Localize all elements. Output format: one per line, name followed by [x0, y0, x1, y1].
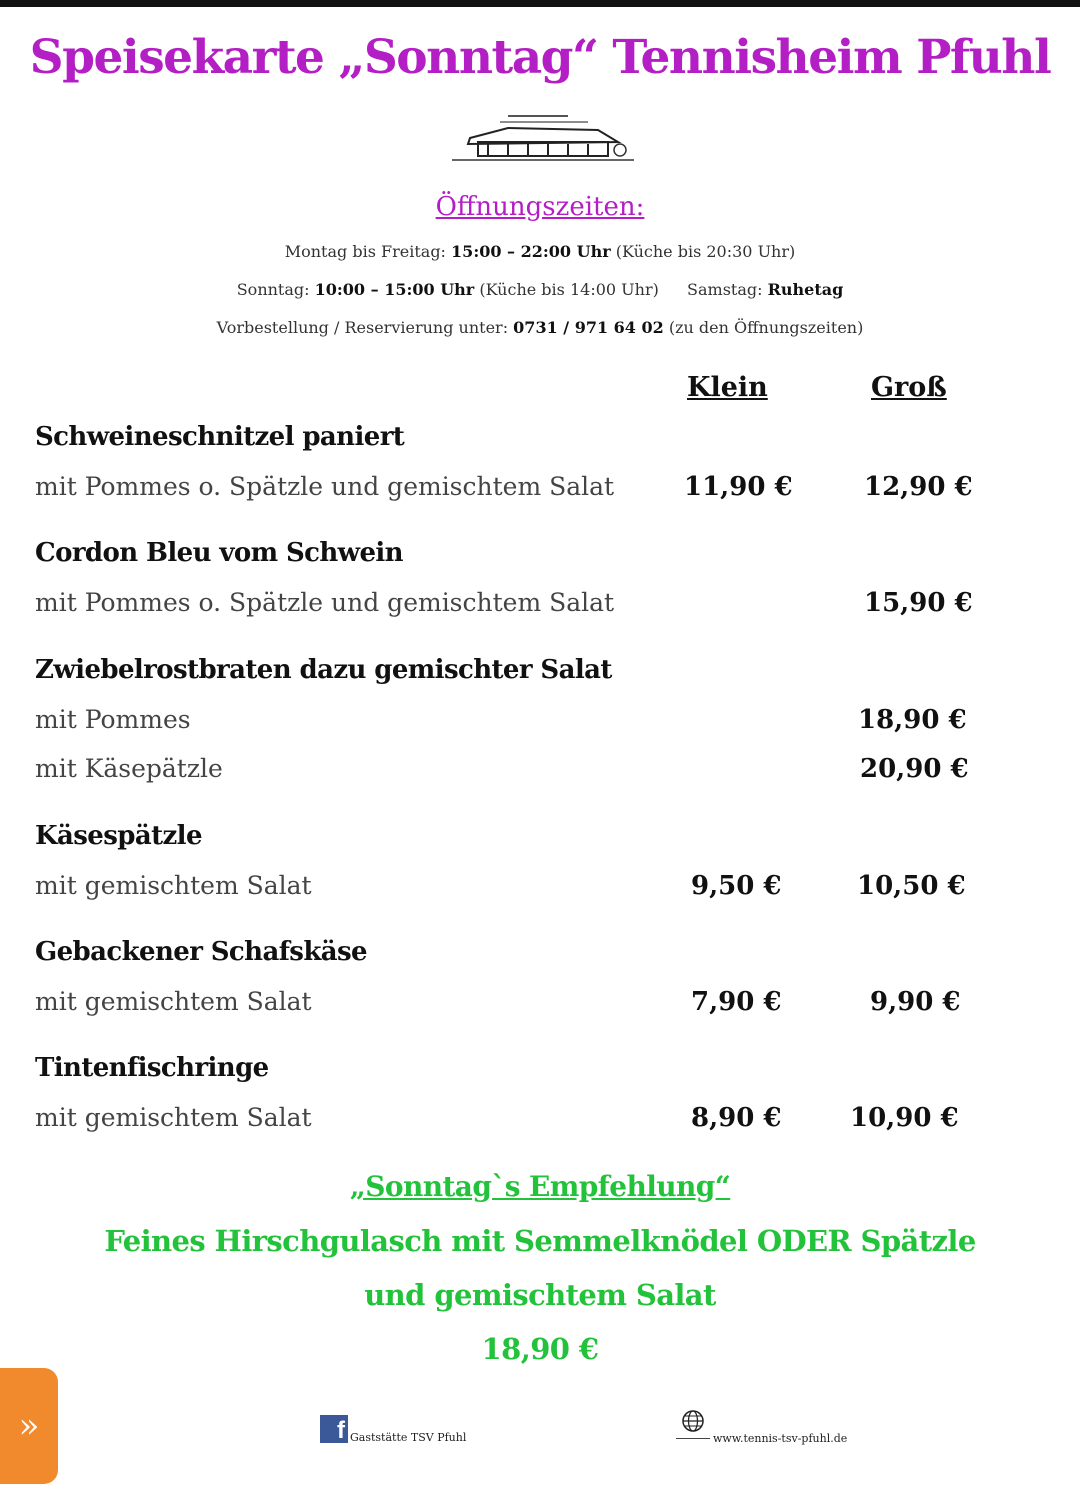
clubhouse-logo — [448, 108, 638, 170]
footer-divider — [676, 1438, 710, 1439]
opening-hours-heading: Öffnungszeiten: — [435, 192, 645, 222]
expand-side-button[interactable] — [0, 1368, 58, 1484]
dish-name: Gebackener Schafskäse — [35, 937, 367, 967]
reservation-phone: 0731 / 971 64 02 — [513, 318, 664, 337]
reservation-label: Vorbestellung / Reservierung unter: — [216, 318, 509, 337]
sunday-label: Sonntag: — [236, 280, 310, 299]
price-large: 10,90 € — [850, 1103, 959, 1133]
dish-side: mit Pommes o. Spätzle und gemischtem Salat — [35, 472, 615, 501]
weekday-label: Montag bis Freitag: — [284, 242, 446, 261]
recommendation-side: und gemischtem Salat — [364, 1278, 716, 1312]
double-chevron-right-icon: » — [18, 1406, 40, 1446]
recommendation-dish: Feines Hirschgulasch mit Semmelknödel ODER Spätzle — [104, 1224, 976, 1258]
dish-side: mit Käsepätzle — [35, 754, 223, 783]
weekday-hours-line — [0, 242, 1080, 261]
price-large: 20,90 € — [860, 754, 969, 784]
price-large: 18,90 € — [858, 705, 967, 735]
dish-side: mit Pommes — [35, 705, 191, 734]
dish-name: Zwiebelrostbraten dazu gemischter Salat — [35, 655, 612, 685]
price-large: 12,90 € — [864, 472, 973, 502]
sunday-hours: 10:00 – 15:00 Uhr — [314, 280, 475, 299]
dish-name: Schweineschnitzel paniert — [35, 422, 405, 452]
price-small: 9,50 € — [691, 871, 782, 901]
price-small: 7,90 € — [691, 987, 782, 1017]
globe-icon[interactable] — [680, 1408, 706, 1434]
saturday-value: Ruhetag — [767, 280, 844, 299]
price-large: 9,90 € — [870, 987, 961, 1017]
top-status-bar — [0, 0, 1080, 7]
price-small: 8,90 € — [691, 1103, 782, 1133]
column-header-small: Klein — [687, 372, 768, 403]
reservation-line — [0, 318, 1080, 337]
weekday-hours: 15:00 – 22:00 Uhr — [451, 242, 611, 261]
price-large: 10,50 € — [857, 871, 966, 901]
recommendation-title: „Sonntag`s Empfehlung“ — [349, 1170, 731, 1203]
dish-name: Käsespätzle — [35, 821, 202, 851]
facebook-icon[interactable]: f — [320, 1415, 348, 1443]
price-small: 11,90 € — [684, 472, 793, 502]
dish-name: Cordon Bleu vom Schwein — [35, 538, 403, 568]
saturday-label: Samstag: — [687, 280, 763, 299]
page-title: Speisekarte „Sonntag“ Tennisheim Pfuhl — [29, 30, 1051, 85]
dish-side: mit gemischtem Salat — [35, 987, 312, 1016]
facebook-label[interactable]: Gaststätte TSV Pfuhl — [350, 1431, 467, 1444]
column-header-large: Groß — [871, 372, 947, 403]
dish-side: mit Pommes o. Spätzle und gemischtem Salat — [35, 588, 615, 617]
website-link[interactable]: www.tennis-tsv-pfuhl.de — [713, 1432, 848, 1445]
recommendation-price: 18,90 € — [481, 1332, 599, 1366]
weekday-kitchen-note: (Küche bis 20:30 Uhr) — [615, 242, 796, 261]
sunday-kitchen-note: (Küche bis 14:00 Uhr) — [479, 280, 659, 299]
dish-side: mit gemischtem Salat — [35, 871, 312, 900]
weekend-hours-line — [0, 280, 1080, 299]
price-large: 15,90 € — [864, 588, 973, 618]
dish-name: Tintenfischringe — [35, 1053, 269, 1083]
reservation-note: (zu den Öffnungszeiten) — [668, 318, 864, 337]
dish-side: mit gemischtem Salat — [35, 1103, 312, 1132]
